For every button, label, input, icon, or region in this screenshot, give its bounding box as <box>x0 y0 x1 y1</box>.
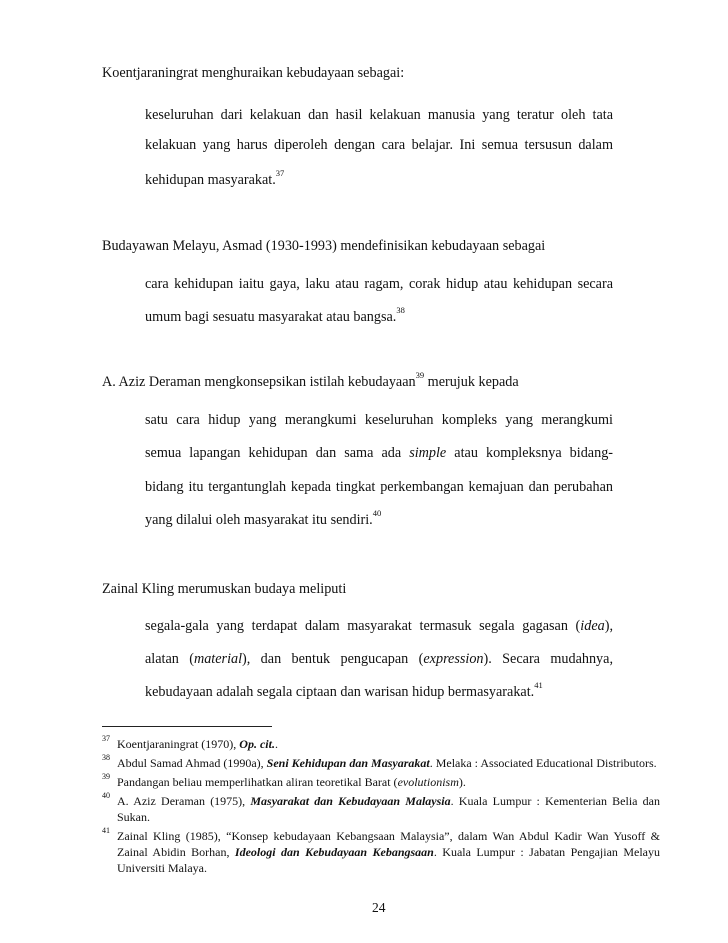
quote-line: satu cara hidup yang merangkumi keseluruhan kompleks yang merangkumi <box>145 412 613 428</box>
footnote-ref: 37 <box>275 168 285 179</box>
quote-line-last: yang dilalui oleh masyarakat itu sendiri.$^{40}$ <box>145 508 382 528</box>
footnote-ref: 39 <box>415 370 425 381</box>
koentjaraningrat-intro: Koentjaraningrat menghuraikan kebudayaan sebagai: <box>102 65 405 81</box>
zainal-kling-intro: Zainal Kling merumuskan budaya meliputi <box>102 581 347 597</box>
footnote-ref: 41 <box>534 680 543 691</box>
footnote-separator <box>102 726 272 727</box>
quote-line-last: umum bagi sesuatu masyarakat atau bangsa.$^{38}$ <box>145 305 405 325</box>
quote-line: semua lapangan kehidupan dan sama ada simple atau kompleksnya bidang- <box>145 445 614 461</box>
footnote-37: 37 Koentjaraningrat (1970), Op. cit.. <box>102 734 278 751</box>
footnote-ref: 38 <box>396 305 405 316</box>
asmad-intro: Budayawan Melayu, Asmad (1930-1993) mendefinisikan kebudayaan sebagai <box>102 238 546 254</box>
footnote-39: 39 Pandangan beliau memperlihatkan aliran teoretikal Barat (evolutionism). <box>102 772 466 789</box>
quote-line: segala-gala yang terdapat dalam masyarakat termasuk segala gagasan (idea), <box>145 618 613 634</box>
footnote-40: 40 A. Aziz Deraman (1975), Masyarakat dan Kebudayaan Malaysia. Kuala Lumpur : Kementerian Belia dan Sukan. <box>102 791 661 824</box>
footnote-ref: 40 <box>372 508 382 519</box>
quote-line: keseluruhan dari kelakuan dan hasil kelakuan manusia yang teratur oleh tata <box>145 107 613 123</box>
footnote-38: 38 Abdul Samad Ahmad (1990a), Seni Kehidupan dan Masyarakat. Melaka : Associated Educational Distributors. <box>102 753 657 770</box>
quote-line: cara kehidupan iaitu gaya, laku atau ragam, corak hidup atau kehidupan secara <box>145 276 613 292</box>
page-number: 24 <box>372 900 386 915</box>
quote-line: kelakuan yang harus diperoleh dengan cara belajar. Ini semua tersusun dalam <box>145 137 613 153</box>
quote-line: alatan (material), dan bentuk pengucapan (expression). Secara mudahnya, <box>145 651 613 667</box>
aziz-deraman-intro: A. Aziz Deraman mengkonsepsikan istilah kebudayaan$^{39}$ merujuk kepada <box>102 370 519 390</box>
quote-line-last: kebudayaan adalah segala ciptaan dan warisan hidup bermasyarakat.$^{41}$ <box>145 680 543 700</box>
quote-line-last: kehidupan masyarakat.$^{37}$ <box>145 168 285 188</box>
footnote-41: 41 Zainal Kling (1985), “Konsep kebudayaan Kebangsaan Malaysia”, dalam Wan Abdul Kadir Wan Yusoff & Zainal Abidin Borhan, Ideologi dan Kebudayaan Kebangsaan. Kuala Lumpur : Jabatan Pengajian Melayu Universiti Malaya. <box>102 826 660 875</box>
quote-line: bidang itu tergantunglah kepada tingkat perkembangan kemajuan dan perubahan <box>145 479 613 495</box>
